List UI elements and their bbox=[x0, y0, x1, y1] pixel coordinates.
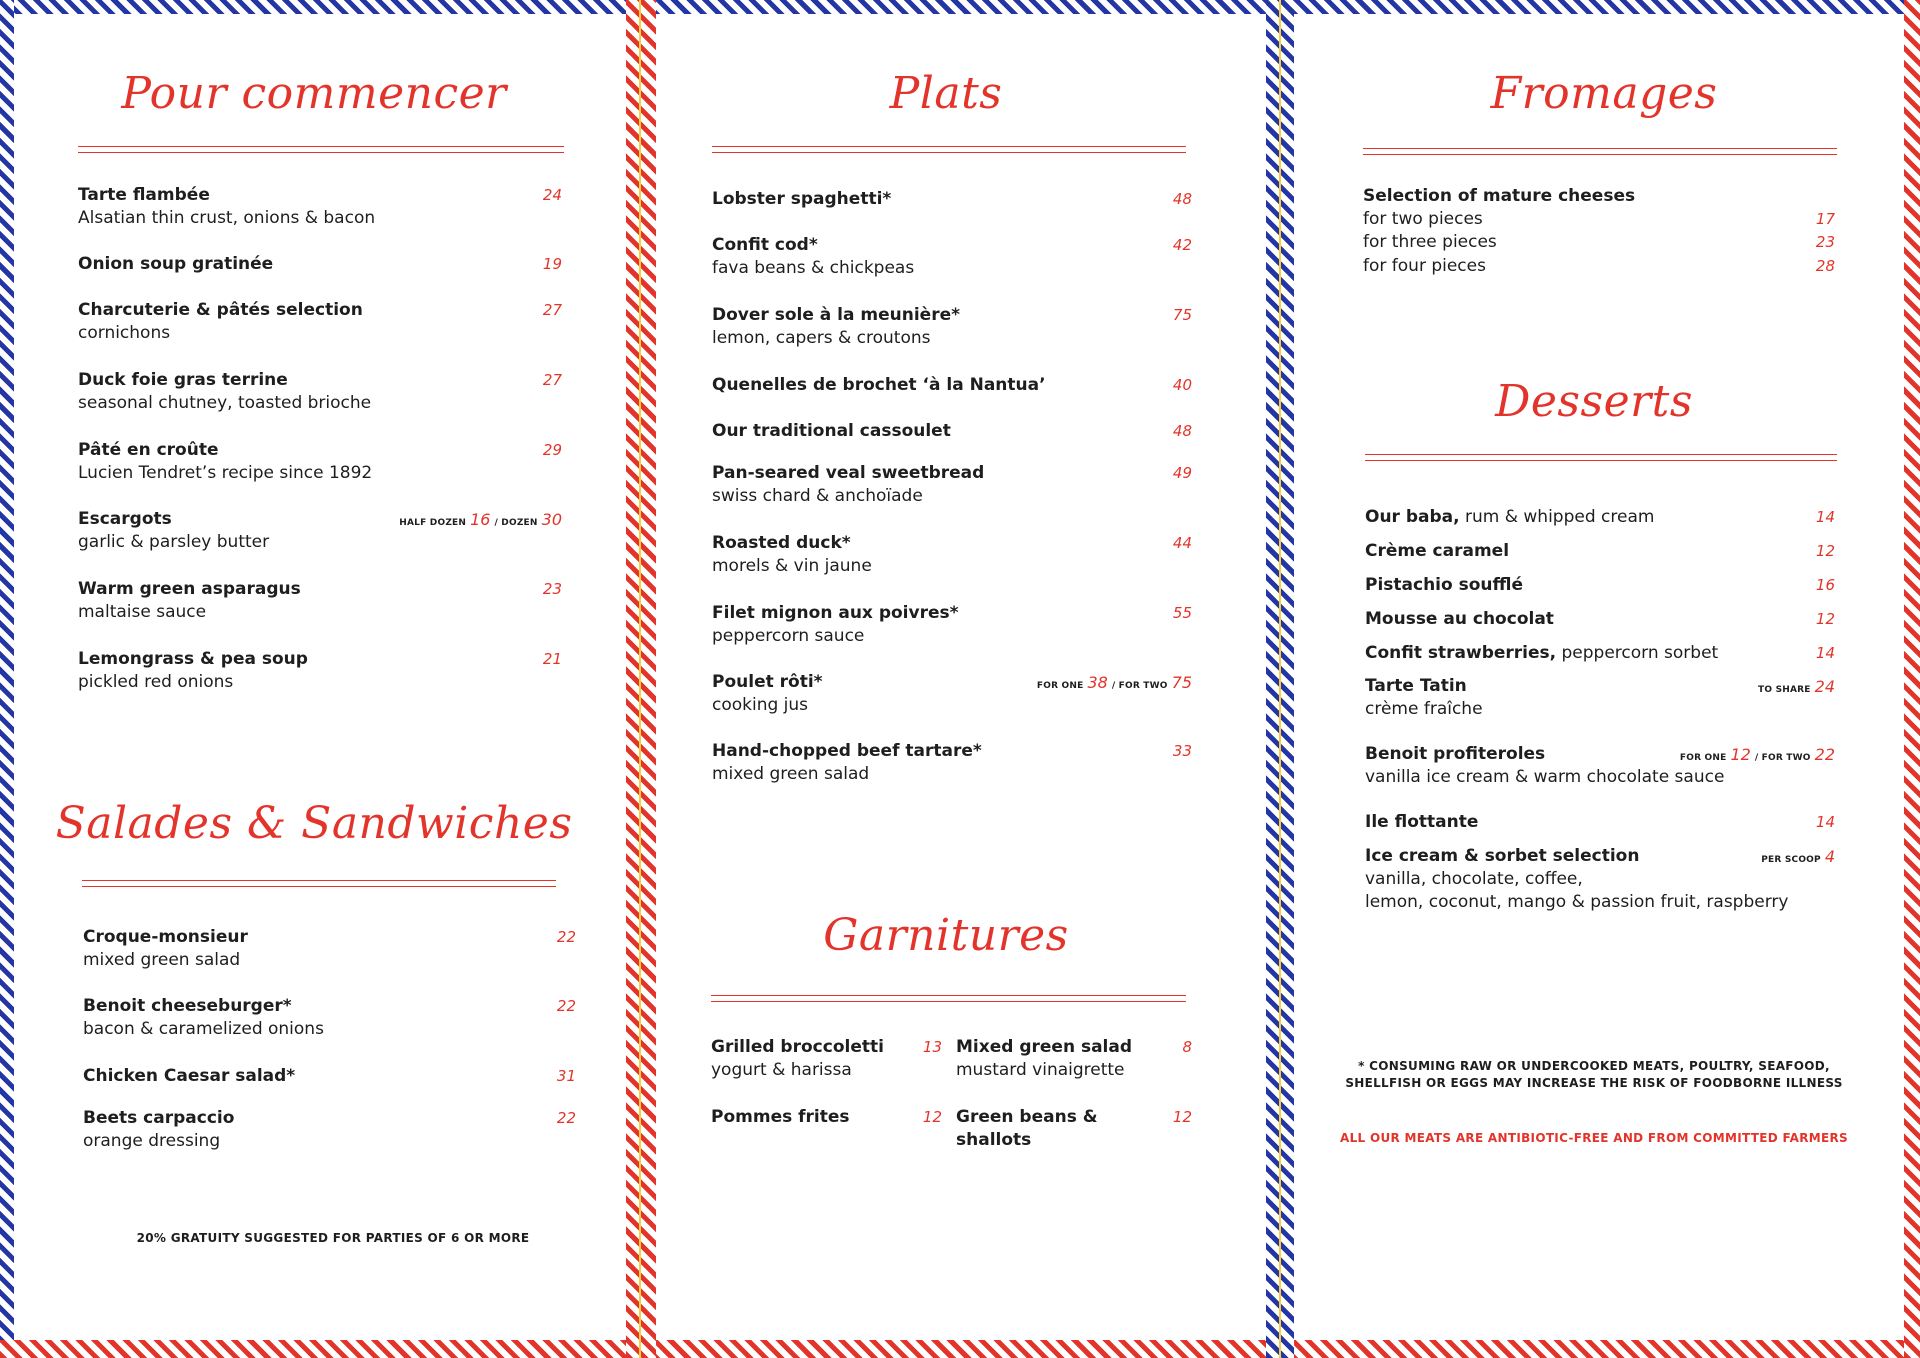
menu-item: Charcuterie & pâtés selection cornichons bbox=[78, 300, 363, 343]
divider-1-red bbox=[626, 0, 656, 1358]
panel-mains bbox=[656, 0, 1266, 1358]
menu-item: Roasted duck* morels & vin jaune bbox=[712, 533, 872, 576]
side-item: Mixed green salad mustard vinaigrette bbox=[956, 1037, 1133, 1080]
menu-item: Escargots garlic & parsley butter bbox=[78, 509, 270, 552]
item-price: 17 bbox=[1815, 210, 1835, 228]
section-rule bbox=[82, 880, 556, 887]
dessert-item: Tarte Tatin crème fraîche bbox=[1365, 676, 1483, 719]
item-price: 28 bbox=[1815, 257, 1835, 275]
cheese-option: for four pieces bbox=[1363, 256, 1486, 276]
item-price-options: HALF DOZEN 16 / DOZEN 30 bbox=[399, 510, 562, 529]
item-price: 8 bbox=[1182, 1038, 1192, 1056]
cheese-option: for three pieces bbox=[1363, 232, 1497, 252]
item-price: 75 bbox=[1172, 306, 1192, 324]
divider-2-yellow bbox=[1279, 0, 1281, 1358]
item-price: 13 bbox=[922, 1038, 942, 1056]
item-price: 24 bbox=[542, 186, 562, 204]
size-tag: PER SCOOP bbox=[1761, 855, 1821, 865]
item-price: 12 bbox=[1172, 1108, 1192, 1126]
item-price: 40 bbox=[1172, 376, 1192, 394]
item-price: 14 bbox=[1815, 813, 1835, 831]
dessert-item: Benoit profiteroles vanilla ice cream & warm chocolate sauce bbox=[1365, 744, 1725, 787]
cheese-option: for two pieces bbox=[1363, 209, 1483, 229]
item-price: 19 bbox=[542, 255, 562, 273]
cheese-item: Selection of mature cheeses bbox=[1363, 186, 1636, 206]
dessert-item: Ice cream & sorbet selection vanilla, chocolate, coffee, lemon, coconut, mango & passion fruit, raspberry bbox=[1365, 846, 1789, 912]
menu-item: Chicken Caesar salad* bbox=[83, 1066, 296, 1086]
menu-item: Lemongrass & pea soup pickled red onions bbox=[78, 649, 308, 692]
item-price: 22 bbox=[556, 997, 576, 1015]
item-price: 12 bbox=[1815, 610, 1835, 628]
section-title-mains: Plats bbox=[889, 68, 1003, 119]
menu-item: Warm green asparagus maltaise sauce bbox=[78, 579, 301, 622]
dessert-item: Ile flottante bbox=[1365, 812, 1479, 832]
item-price: 42 bbox=[1172, 236, 1192, 254]
menu-item: Poulet rôti* cooking jus bbox=[712, 672, 823, 715]
item-price-options: FOR ONE 38 / FOR TWO 75 bbox=[1036, 673, 1192, 692]
section-rule bbox=[711, 995, 1186, 1002]
item-price: 21 bbox=[542, 650, 562, 668]
item-price: 16 bbox=[1815, 576, 1835, 594]
item-price-options: TO SHARE 24 bbox=[1758, 677, 1835, 696]
left-border-blue bbox=[0, 0, 14, 1358]
item-price: 22 bbox=[556, 1109, 576, 1127]
item-price: 12 bbox=[1815, 542, 1835, 560]
size-tag: FOR ONE bbox=[1679, 753, 1727, 763]
size-tag: HALF DOZEN bbox=[399, 518, 467, 528]
section-title-sides: Garnitures bbox=[823, 910, 1069, 961]
section-title-cheese: Fromages bbox=[1490, 68, 1718, 119]
menu-item: Croque-monsieur mixed green salad bbox=[83, 927, 248, 970]
dessert-item: Mousse au chocolat bbox=[1365, 609, 1554, 629]
item-price: 27 bbox=[542, 301, 562, 319]
side-item: Grilled broccoletti yogurt & harissa bbox=[711, 1037, 884, 1080]
item-price: 48 bbox=[1172, 422, 1192, 440]
gratuity-note: 20% GRATUITY SUGGESTED FOR PARTIES OF 6 OR MORE bbox=[136, 1231, 530, 1245]
item-price: 48 bbox=[1172, 190, 1192, 208]
panel-starters bbox=[14, 0, 626, 1358]
menu-item: Pâté en croûte Lucien Tendret’s recipe since 1892 bbox=[78, 440, 373, 483]
menu-item: Onion soup gratinée bbox=[78, 254, 274, 274]
menu-item: Tarte flambée Alsatian thin crust, onions & bacon bbox=[78, 185, 376, 228]
menu-item: Confit cod* fava beans & chickpeas bbox=[712, 235, 915, 278]
menu-item: Quenelles de brochet ‘à la Nantua’ bbox=[712, 375, 1046, 395]
size-tag: / FOR TWO bbox=[1754, 753, 1811, 763]
size-tag: / DOZEN bbox=[494, 518, 538, 528]
food-safety-note: * CONSUMING RAW OR UNDERCOOKED MEATS, POULTRY, SEAFOOD, SHELLFISH OR EGGS MAY INCREASE THE RISK OF FOODBORNE ILLNESS bbox=[1345, 1059, 1843, 1090]
item-price: 14 bbox=[1815, 644, 1835, 662]
item-price: 29 bbox=[542, 441, 562, 459]
dessert-item: Our baba, rum & whipped cream bbox=[1365, 507, 1655, 527]
section-title-starters: Pour commencer bbox=[121, 68, 507, 119]
dessert-item: Crème caramel bbox=[1365, 541, 1510, 561]
item-price: 31 bbox=[556, 1067, 576, 1085]
section-title-desserts: Desserts bbox=[1495, 376, 1693, 427]
section-rule bbox=[78, 146, 564, 153]
section-rule bbox=[1365, 454, 1837, 461]
menu-item: Filet mignon aux poivres* peppercorn sauce bbox=[712, 603, 959, 646]
side-item: Pommes frites bbox=[711, 1107, 850, 1127]
item-price: 33 bbox=[1172, 742, 1192, 760]
item-price: 44 bbox=[1172, 534, 1192, 552]
item-price-options: PER SCOOP 4 bbox=[1761, 847, 1835, 866]
item-price: 12 bbox=[922, 1108, 942, 1126]
item-price: 23 bbox=[542, 580, 562, 598]
dessert-item: Pistachio soufflé bbox=[1365, 575, 1524, 595]
menu-item: Dover sole à la meunière* lemon, capers & croutons bbox=[712, 305, 960, 348]
item-price: 22 bbox=[556, 928, 576, 946]
divider-1-yellow bbox=[639, 0, 641, 1358]
item-price: 14 bbox=[1815, 508, 1835, 526]
right-border-red bbox=[1904, 0, 1920, 1358]
menu-item: Beets carpaccio orange dressing bbox=[83, 1108, 235, 1151]
size-tag: FOR ONE bbox=[1036, 681, 1084, 691]
menu-item: Our traditional cassoulet bbox=[712, 421, 951, 441]
item-price: 55 bbox=[1172, 604, 1192, 622]
menu-item: Pan-seared veal sweetbread swiss chard & anchoïade bbox=[712, 463, 985, 506]
menu-item: Duck foie gras terrine seasonal chutney, toasted brioche bbox=[78, 370, 372, 413]
item-price: 27 bbox=[542, 371, 562, 389]
size-tag: / FOR TWO bbox=[1111, 681, 1168, 691]
menu-item: Benoit cheeseburger* bacon & caramelized onions bbox=[83, 996, 324, 1039]
meats-note: ALL OUR MEATS ARE ANTIBIOTIC-FREE AND FROM COMMITTED FARMERS bbox=[1340, 1131, 1848, 1145]
item-price: 23 bbox=[1815, 233, 1835, 251]
size-tag: TO SHARE bbox=[1758, 685, 1811, 695]
item-price: 49 bbox=[1172, 464, 1192, 482]
dessert-item: Confit strawberries, peppercorn sorbet bbox=[1365, 643, 1719, 663]
menu-item: Hand-chopped beef tartare* mixed green salad bbox=[712, 741, 982, 784]
panel-cheese-desserts bbox=[1294, 0, 1904, 1358]
side-item: Green beans & shallots bbox=[956, 1107, 1098, 1150]
section-rule bbox=[712, 146, 1186, 153]
section-title-salads: Salades & Sandwiches bbox=[55, 798, 573, 849]
section-rule bbox=[1363, 148, 1837, 155]
menu-item: Lobster spaghetti* bbox=[712, 189, 892, 209]
item-price-options: FOR ONE 12 / FOR TWO 22 bbox=[1679, 745, 1835, 764]
